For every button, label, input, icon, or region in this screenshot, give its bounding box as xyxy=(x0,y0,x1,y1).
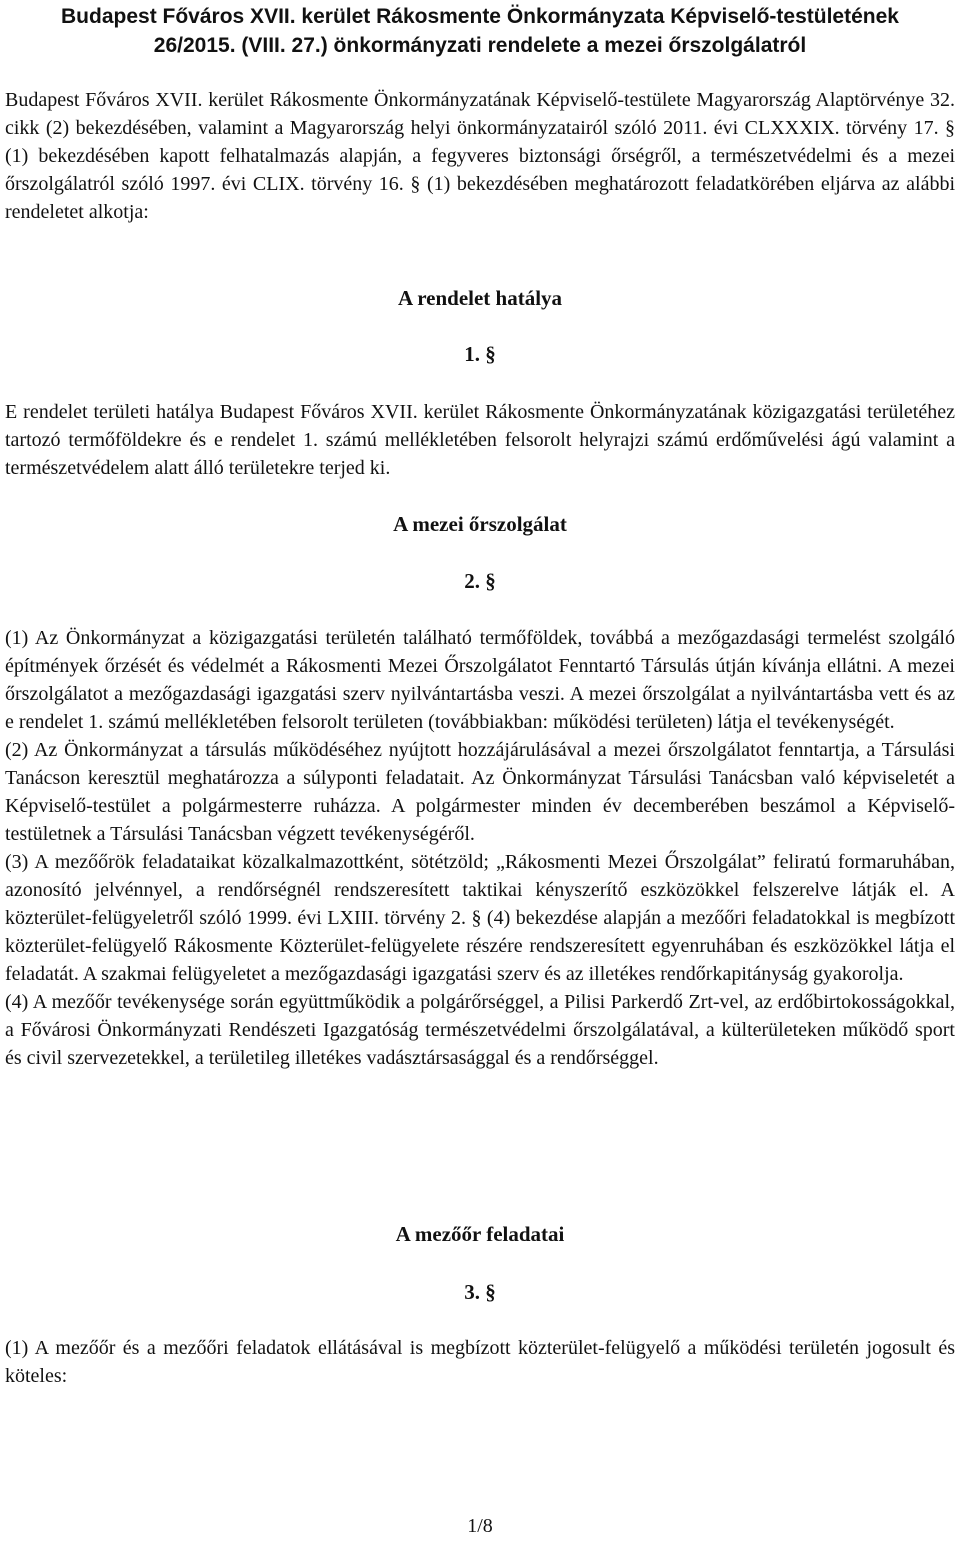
section-2-body xyxy=(5,624,955,1072)
preamble-paragraph xyxy=(5,86,955,226)
section-3-number: 3. § xyxy=(464,1280,496,1304)
section-2-heading: A mezei őrszolgálat xyxy=(393,512,567,536)
section-1-paragraph-1: E rendelet területi hatálya Budapest Főváros XVII. kerület Rákosmente Önkormányzatának közigazgatási területéhez tartozó termőföldekre és e rendelet 1. számú mellékletében felsorolt helyrajzi számú erdőművelési ágú valamint a természetvédelem alatt álló területekre terjed ki. xyxy=(5,401,955,479)
section-1-heading: A rendelet hatálya xyxy=(397,286,563,310)
preamble-text: Budapest Főváros XVII. kerület Rákosmente Önkormányzatának Képviselő-testülete Magyarország Alaptörvénye 32. cikk (2) bekezdésében, valamint a Magyarország helyi önkormányzatairól szóló 2011. évi CLXXXIX. törvény 17. § (1) bekezdésében kapott felhatalmazás alapján, a fegyveres biztonsági őrségről, a természetvédelmi és a mezei őrszolgálatról szóló 1997. évi CLIX. törvény 16. § (1) bekezdésében meghatározott feladatkörében eljárva az alábbi rendeletet alkotja: xyxy=(5,89,955,223)
title-line-1: Budapest Főváros XVII. kerület Rákosmente Önkormányzata Képviselő-testületének xyxy=(61,5,899,28)
section-1-body xyxy=(5,398,955,482)
page-number: 1/8 xyxy=(467,1515,493,1537)
section-2-paragraph-2: (2) Az Önkormányzat a társulás működéséhez nyújtott hozzájárulásával a mezei őrszolgálatot fenntartja, a Társulási Tanácson keresztül meghatározza a súlyponti feladatait. Az Önkormányzat Társulási Tanácsban való képviseletét a Képviselő-testület a polgármesterre ruházza. A polgármester minden év decemberében beszámol a Képviselő-testületnek a Társulási Tanácsban végzett tevékenységéről. xyxy=(5,739,955,845)
section-2-paragraph-4: (4) A mezőőr tevékenysége során együttműködik a polgárőrséggel, a Pilisi Parkerdő Zrt-vel, az erdőbirtokosságokkal, a Fővárosi Önkormányzati Rendészeti Igazgatóság természetvédelmi őrszolgálatával, a külterületeken működő sport és civil szervezetekkel, a területileg illetékes vadásztársasággal és a rendőrséggel. xyxy=(5,991,955,1069)
section-2-paragraph-1: (1) Az Önkormányzat a közigazgatási területén található termőföldek, továbbá a mezőgazdasági termelést szolgáló építmények őrzését és védelmét a Rákosmenti Mezei Őrszolgálatot Fenntartó Társulás útján kívánja ellátni. A mezei őrszolgálatot a mezőgazdasági igazgatási szerv nyilvántartásba veszi. A mezei őrszolgálat a nyilvántartásba vett és az e rendelet 1. számú mellékletében felsorolt területen (továbbiakban: működési területen) látja el tevékenységét. xyxy=(5,627,955,733)
section-3-paragraph-1: (1) A mezőőr és a mezőőri feladatok ellátásával is megbízott közterület-felügyelő a működési területén jogosult és köteles: xyxy=(5,1337,955,1387)
title-line-2: 26/2015. (VIII. 27.) önkormányzati rendelete a mezei őrszolgálatról xyxy=(153,34,807,57)
section-3-heading: A mezőőr feladatai xyxy=(395,1222,565,1246)
section-3-body xyxy=(5,1334,955,1390)
section-2-paragraph-3: (3) A mezőőrök feladataikat közalkalmazottként, sötétzöld; „Rákosmenti Mezei Őrszolgálat” feliratú formaruhában, azonosító jelvénnyel, a rendőrségnél rendszeresített taktikai kényszerítő eszközökkel felszerelve látják el. A közterület-felügyeletről szóló 1999. évi LXIII. törvény 2. § (4) bekezdése alapján a mezőőri feladatokkal is megbízott közterület-felügyelő Rákosmente Közterület-felügyelete részére rendszeresített egyenruhában és eszközökkel látja el feladatát. A szakmai felügyeletet a mezőgazdasági igazgatási szerv és az illetékes rendőrkapitányság gyakorolja. xyxy=(5,851,955,985)
document-title xyxy=(8,2,952,60)
section-2-number: 2. § xyxy=(464,569,496,593)
section-1-number: 1. § xyxy=(464,342,496,366)
